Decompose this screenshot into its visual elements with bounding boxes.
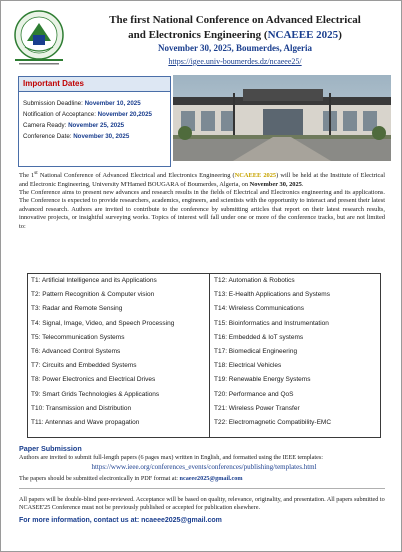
important-dates-box	[18, 76, 171, 167]
track-item: T3: Radar and Remote Sensing	[31, 305, 123, 313]
track-item: T11: Antennas and Wave propagation	[31, 418, 140, 426]
date-item-submission: Submission Deadline: November 10, 2025	[23, 100, 141, 107]
contact-line: For more information, contact us at: ncaeee2025@gmail.com	[19, 517, 222, 524]
university-logo-icon	[9, 9, 69, 67]
institute-building-photo	[173, 75, 391, 161]
divider	[19, 488, 385, 489]
title-acronym: NCAEEE 2025	[267, 29, 339, 41]
track-item: T10: Transmission and Distribution	[31, 404, 132, 412]
track-item: T19: Renewable Energy Systems	[214, 376, 311, 384]
date-item-notification: Notification of Acceptance: November 20,2025	[23, 111, 152, 118]
track-item: T17: Biomedical Engineering	[214, 347, 298, 355]
intro-text	[19, 169, 385, 231]
title-line-1: The first National Conference on Advanced Electrical	[109, 14, 361, 26]
intro-paragraph-1: The 1st National Conference of Advanced Electrical and Electronics Engineering (NCAEEE 2025) will be held at the Institute of Electrical and Electronic Engineering, University M'Hamed BOUGARA of Boumerdes, Algeria, on November 30, 2025.	[19, 170, 386, 188]
important-dates-heading: Important Dates	[19, 77, 170, 92]
submission-instructions: Authors are invited to submit full-length papers (6 pages max) written in English, and formatted using the IEEE templates:	[19, 454, 323, 461]
conference-date-location: November 30, 2025, Boumerdes, Algeria	[157, 43, 313, 53]
review-policy-text: All papers will be double-blind peer-reviewed. Acceptance will be based on quality, relevance, originality, and presentation. All papers submitted to NCASEE'25 Conference must not be previously published or accepted for publication elsewhere.	[19, 496, 385, 512]
track-item: T2: Pattern Recognition & Computer vision	[31, 291, 155, 299]
date-item-conference: Conference Date: November 30, 2025	[23, 133, 130, 140]
track-item: T8: Power Electronics and Electrical Drives	[31, 376, 156, 384]
track-item: T13: E-Health Applications and Systems	[214, 291, 330, 299]
ieee-templates-link[interactable]: https://www.ieee.org/conferences_events/conferences/publishing/templates.html	[91, 463, 317, 471]
track-item: T6: Advanced Control Systems	[31, 347, 121, 355]
track-item: T15: Bioinformatics and Instrumentation	[214, 319, 329, 327]
track-item: T21: Wireless Power Transfer	[214, 404, 300, 412]
track-item: T18: Electrical Vehicles	[214, 362, 282, 370]
intro-paragraph-2: The Conference aims to present new advances and research results in the fields of Electrical and Electronics engineering and its applications. The Conference is expected to provide researchers, academics, engineers, and scientists with the opportunity to interact and present their latest advanced research. Authors are invited to contribute to the conference by submitting articles that report on their latest research results, innovative projects, or insightful surveying works. Topics of interest will fall under one or more of the conference tracks, but are not limited to:	[19, 188, 385, 230]
track-item: T14: Wireless Communications	[214, 305, 304, 313]
track-item: T22: Electromagnetic Compatibility-EMC	[214, 418, 332, 426]
track-item: T16: Embedded & IoT systems	[214, 333, 304, 341]
track-item: T7: Circuits and Embedded Systems	[31, 362, 137, 370]
tracks-column-right	[214, 274, 378, 430]
conference-title	[73, 13, 397, 43]
submission-email-line: The papers should be submitted electronically in PDF format at: ncaeee2025@gmail.com	[19, 475, 243, 482]
track-item: T9: Smart Grids Technologies & Applications	[31, 390, 160, 398]
conference-tracks-box	[27, 273, 381, 438]
important-dates-list	[19, 92, 170, 142]
track-item: T12: Automation & Robotics	[214, 277, 295, 284]
track-item: T4: Signal, Image, Video, and Speech Processing	[31, 319, 175, 327]
date-item-camera-ready: Camera Ready: November 25, 2025	[23, 122, 125, 129]
track-item: T5: Telecommunication Systems	[31, 333, 125, 341]
track-item: T1: Artificial Intelligence and its Applications	[31, 277, 157, 284]
conference-url-link[interactable]: https://igee.univ-boumerdes.dz/ncaeee25/	[168, 57, 302, 66]
paper-submission-heading: Paper Submission	[19, 444, 82, 453]
track-item: T20: Performance and QoS	[214, 390, 294, 398]
tracks-column-left	[31, 274, 210, 437]
submission-email-link[interactable]: ncaeee2025@gmail.com	[179, 475, 243, 482]
header	[1, 1, 402, 71]
title-line-2: and Electronics Engineering (NCAEEE 2025)	[128, 29, 342, 41]
